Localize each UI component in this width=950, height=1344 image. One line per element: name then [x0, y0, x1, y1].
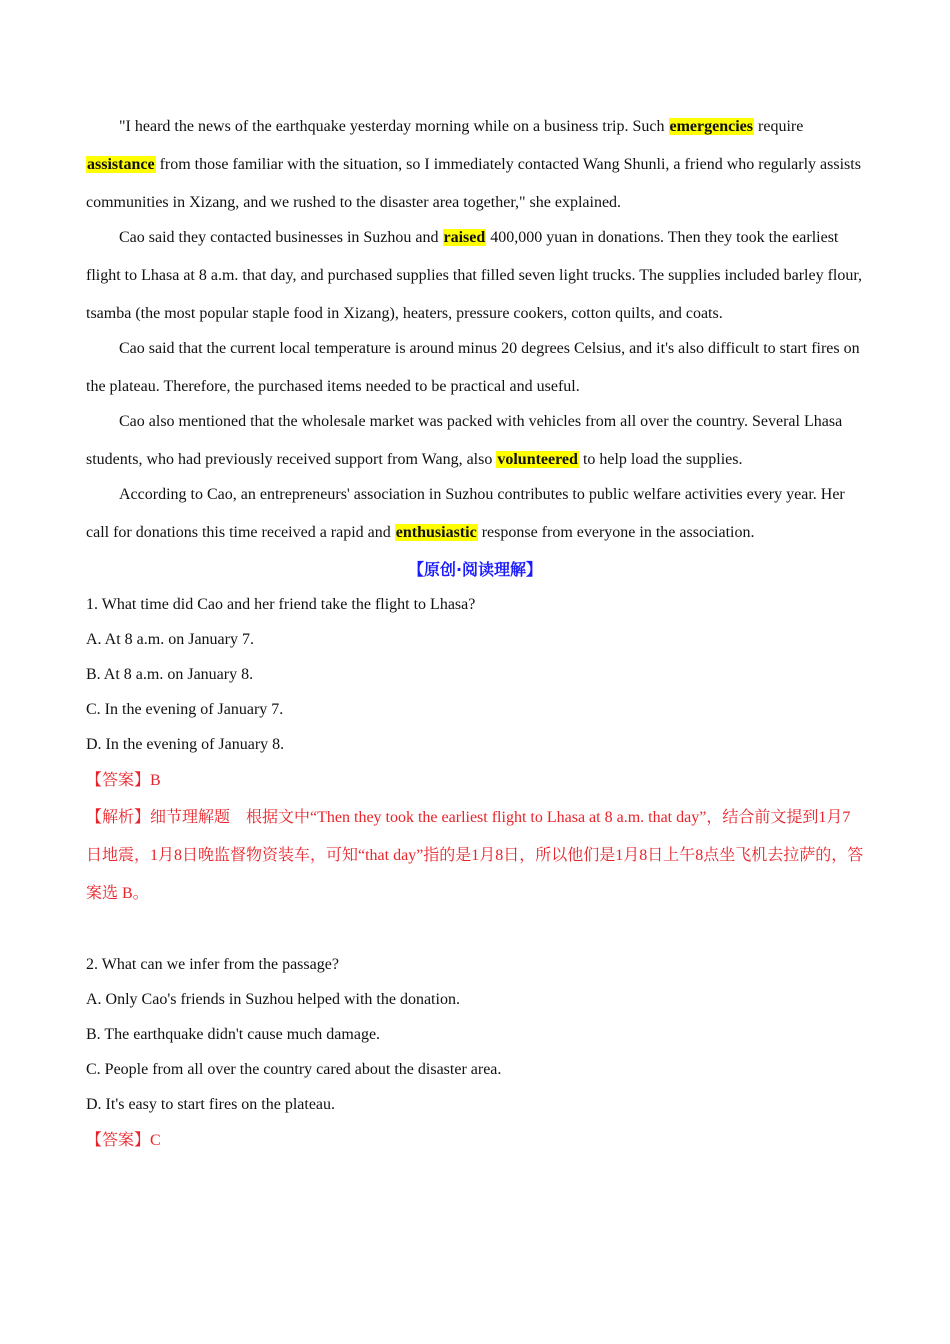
highlighted-word: assistance [87, 156, 155, 173]
text-run: 400,000 yuan in donations. Then they took the earliest flight to Lhasa at 8 a.m. that day, and purchased supplies that filled seven light trucks. The supplies included barley flour, tsamba (the most popular staple food in Xizang), heaters, pressure cookers, cotton quilts, and coats. [86, 229, 863, 322]
option-d: D. In the evening of January 8. [86, 736, 285, 753]
answer-label: 【答案】 [86, 1130, 151, 1149]
passage-paragraph-1 [86, 108, 864, 222]
question-1 [86, 587, 864, 913]
text-run: to help load the supplies. [578, 451, 743, 468]
highlighted-word: volunteered [497, 451, 578, 468]
text-run: from those familiar with the situation, so I immediately contacted Wang Shunli, a friend who regularly assists communities in Xizang, and we rushed to the disaster area together," she explained. [86, 156, 861, 211]
text-run: Cao said they contacted businesses in Suzhou and [119, 229, 443, 246]
text-run: "I heard the news of the earthquake yesterday morning while on a business trip. Such [119, 118, 669, 135]
section-title: 【原创·阅读理解】 [407, 560, 543, 579]
option-c: C. In the evening of January 7. [86, 701, 284, 718]
text-run: Cao said that the current local temperature is around minus 20 degrees Celsius, and it's also difficult to start fires on the plateau. Therefore, the purchased items needed to be practical and useful. [86, 340, 860, 395]
answer [86, 762, 864, 798]
spacer [86, 913, 864, 947]
text-run: Cao also mentioned that the wholesale market was packed with vehicles from all over the country. Several Lhasa students, who had previously received support from Wang, also [86, 413, 843, 468]
option-b: B. At 8 a.m. on January 8. [86, 666, 254, 683]
answer-label: 【答案】 [86, 770, 151, 789]
passage-paragraph-3 [86, 330, 864, 406]
text-run: According to Cao, an entrepreneurs' association in Suzhou contributes to public welfare activities every year. Her call for donations this time received a rapid and [86, 486, 845, 541]
question-stem: 2. What can we infer from the passage? [86, 956, 339, 973]
explanation-label: 【解析】 [86, 807, 151, 826]
highlighted-word: enthusiastic [395, 524, 477, 541]
option-b: B. The earthquake didn't cause much damage. [86, 1026, 381, 1043]
passage-paragraph-5 [86, 476, 864, 552]
option-a: A. Only Cao's friends in Suzhou helped with the donation. [86, 991, 460, 1008]
option-a: A. At 8 a.m. on January 7. [86, 631, 254, 648]
highlighted-word: emergencies [669, 118, 754, 135]
passage-paragraph-2 [86, 219, 864, 333]
explanation-text: 细节理解题 根据文中“Then they took the earliest flight to Lhasa at 8 a.m. that day”，结合前文提到1月7日地震，1月8日晚监督物资装车，可知“that day”指的是1月8日，所以他们是1月8日上午8点坐飞机去拉萨的，答案选 B。 [86, 809, 864, 902]
answer [86, 1122, 864, 1158]
question-2 [86, 947, 864, 1158]
explanation [86, 798, 864, 913]
passage-paragraph-4 [86, 403, 864, 479]
document-page [86, 108, 864, 1158]
question-stem: 1. What time did Cao and her friend take the flight to Lhasa? [86, 596, 476, 613]
option-d: D. It's easy to start fires on the plateau. [86, 1096, 336, 1113]
text-run: response from everyone in the association. [477, 524, 755, 541]
answer-value: B [150, 772, 161, 789]
text-run: require [754, 118, 804, 135]
highlighted-word: raised [443, 229, 486, 246]
option-c: C. People from all over the country cared about the disaster area. [86, 1061, 502, 1078]
answer-value: C [150, 1132, 161, 1149]
